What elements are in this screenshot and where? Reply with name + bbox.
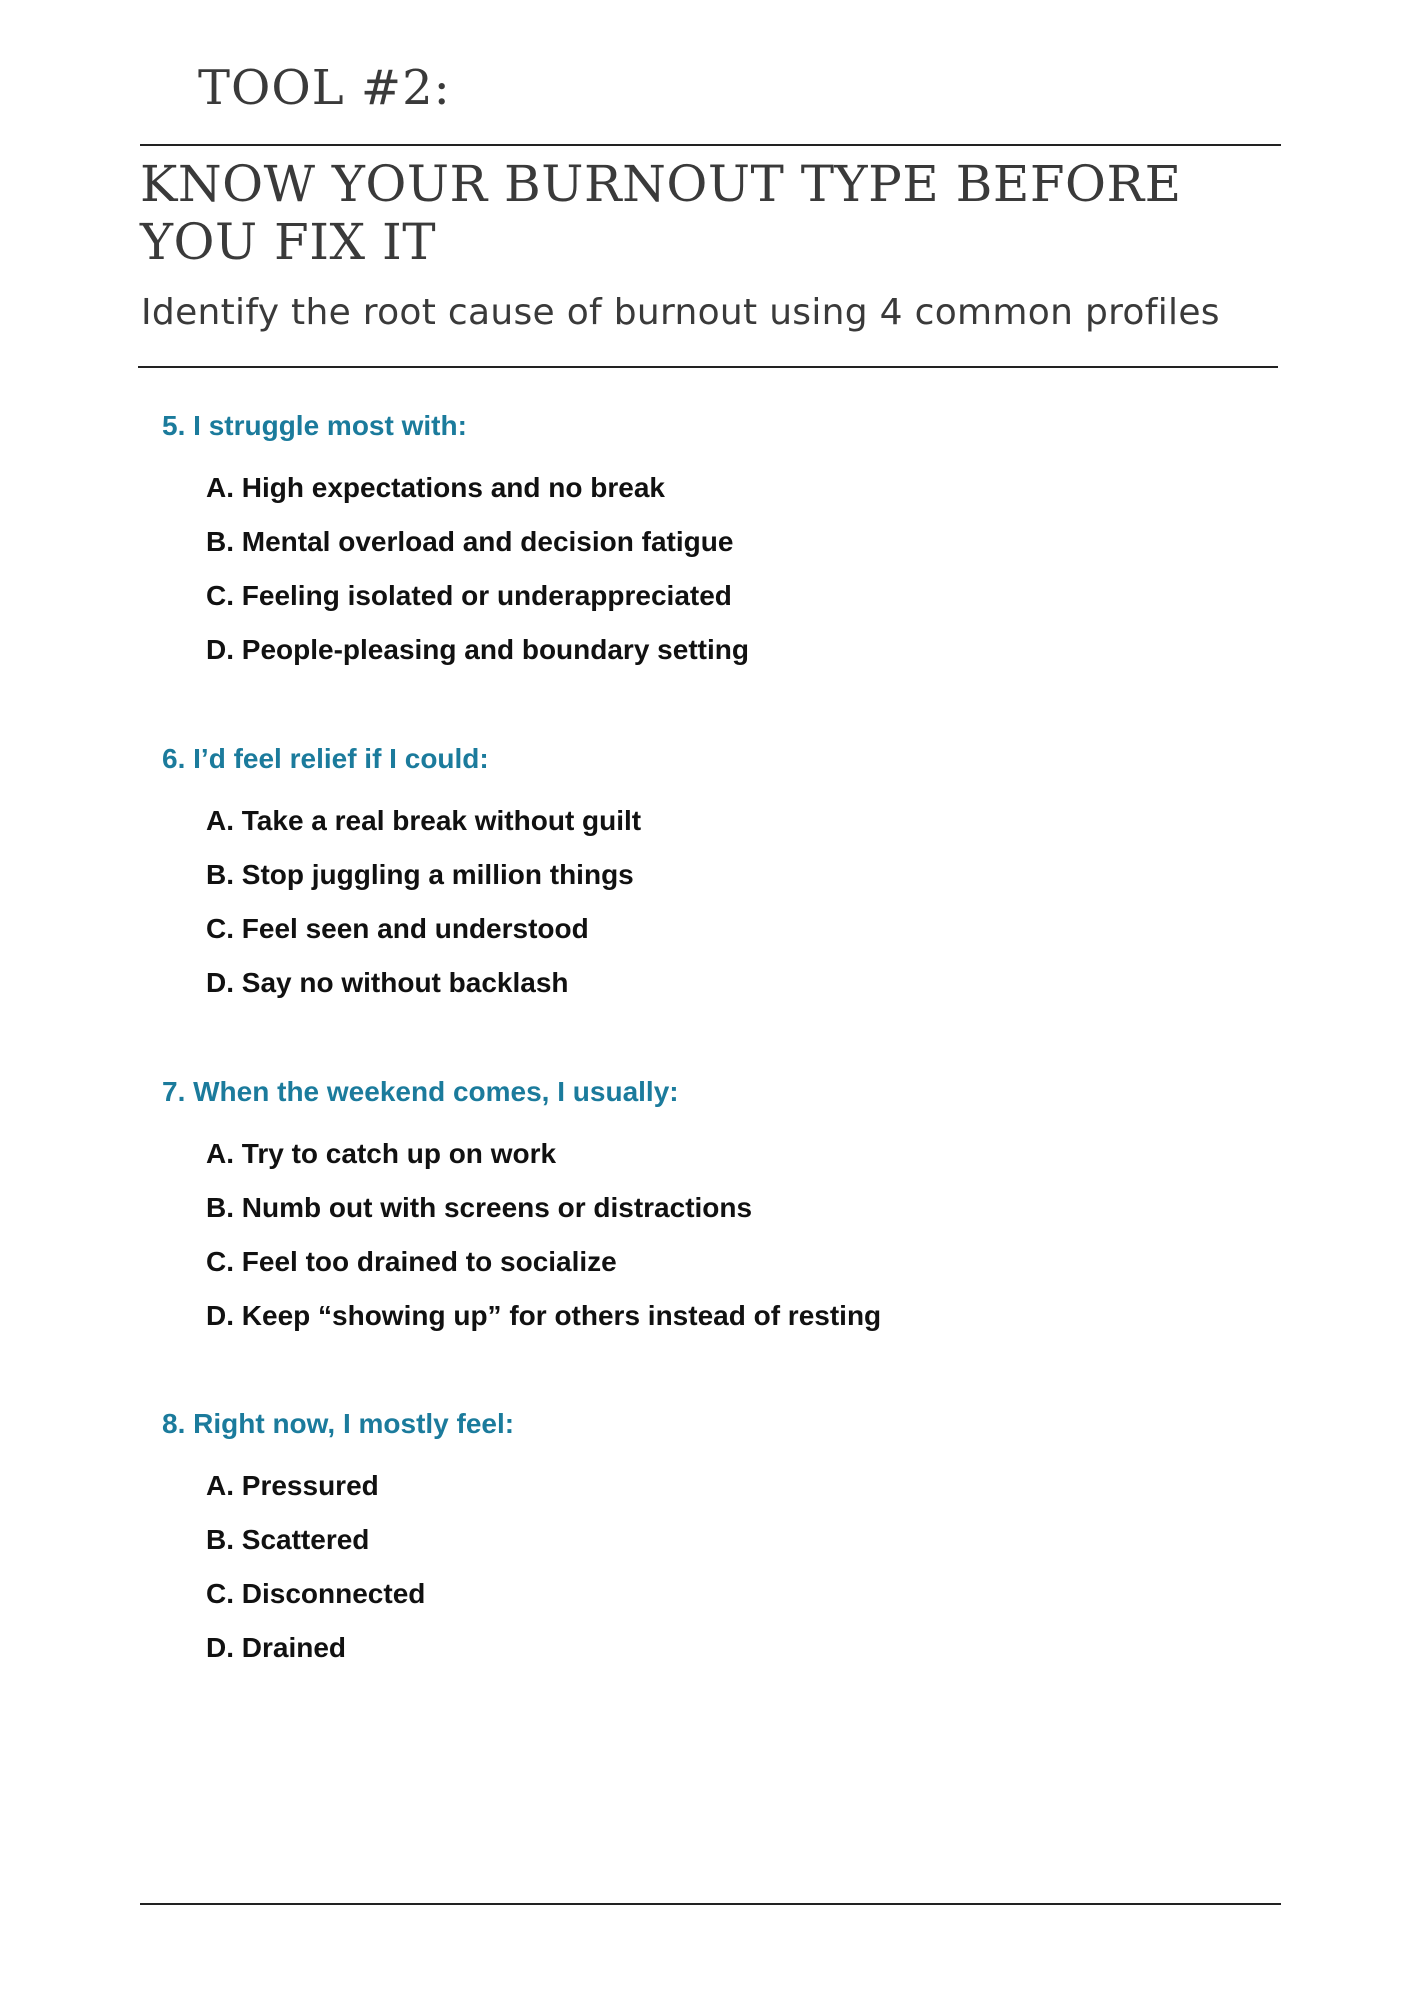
question-7-option-d: D. Keep “showing up” for others instead of resting xyxy=(206,1300,882,1331)
question-5-option-d: D. People-pleasing and boundary setting xyxy=(206,634,749,665)
question-7-option-c: C. Feel too drained to socialize xyxy=(206,1246,617,1277)
question-6-option-d: D. Say no without backlash xyxy=(206,967,569,998)
page-subtitle: Identify the root cause of burnout using 4 common profiles xyxy=(141,292,1220,333)
question-8-option-a: A. Pressured xyxy=(206,1470,379,1501)
question-8-label: 8. Right now, I mostly feel: xyxy=(162,1408,515,1439)
question-6-label: 6. I’d feel relief if I could: xyxy=(162,743,489,774)
question-6-option-b: B. Stop juggling a million things xyxy=(206,859,634,890)
question-5-option-c: C. Feeling isolated or underappreciated xyxy=(206,580,732,611)
question-8-option-d: D. Drained xyxy=(206,1632,347,1663)
header-divider xyxy=(138,366,1278,368)
page-title: KNOW YOUR BURNOUT TYPE BEFORE YOU FIX IT xyxy=(140,155,1182,271)
question-6-option-a: A. Take a real break without guilt xyxy=(206,805,642,836)
question-7-label: 7. When the weekend comes, I usually: xyxy=(162,1076,679,1107)
question-5-option-b: B. Mental overload and decision fatigue xyxy=(206,526,734,557)
question-7-option-a: A. Try to catch up on work xyxy=(206,1138,557,1169)
question-7-option-b: B. Numb out with screens or distractions xyxy=(206,1192,753,1223)
question-8-option-c: C. Disconnected xyxy=(206,1578,426,1609)
question-5-label: 5. I struggle most with: xyxy=(162,410,467,441)
question-5-option-a: A. High expectations and no break xyxy=(206,472,665,503)
footer-divider xyxy=(140,1903,1281,1905)
question-8-option-b: B. Scattered xyxy=(206,1524,370,1555)
top-divider xyxy=(140,144,1281,146)
tool-label: TOOL #2: xyxy=(198,60,451,116)
question-6-option-c: C. Feel seen and understood xyxy=(206,913,589,944)
